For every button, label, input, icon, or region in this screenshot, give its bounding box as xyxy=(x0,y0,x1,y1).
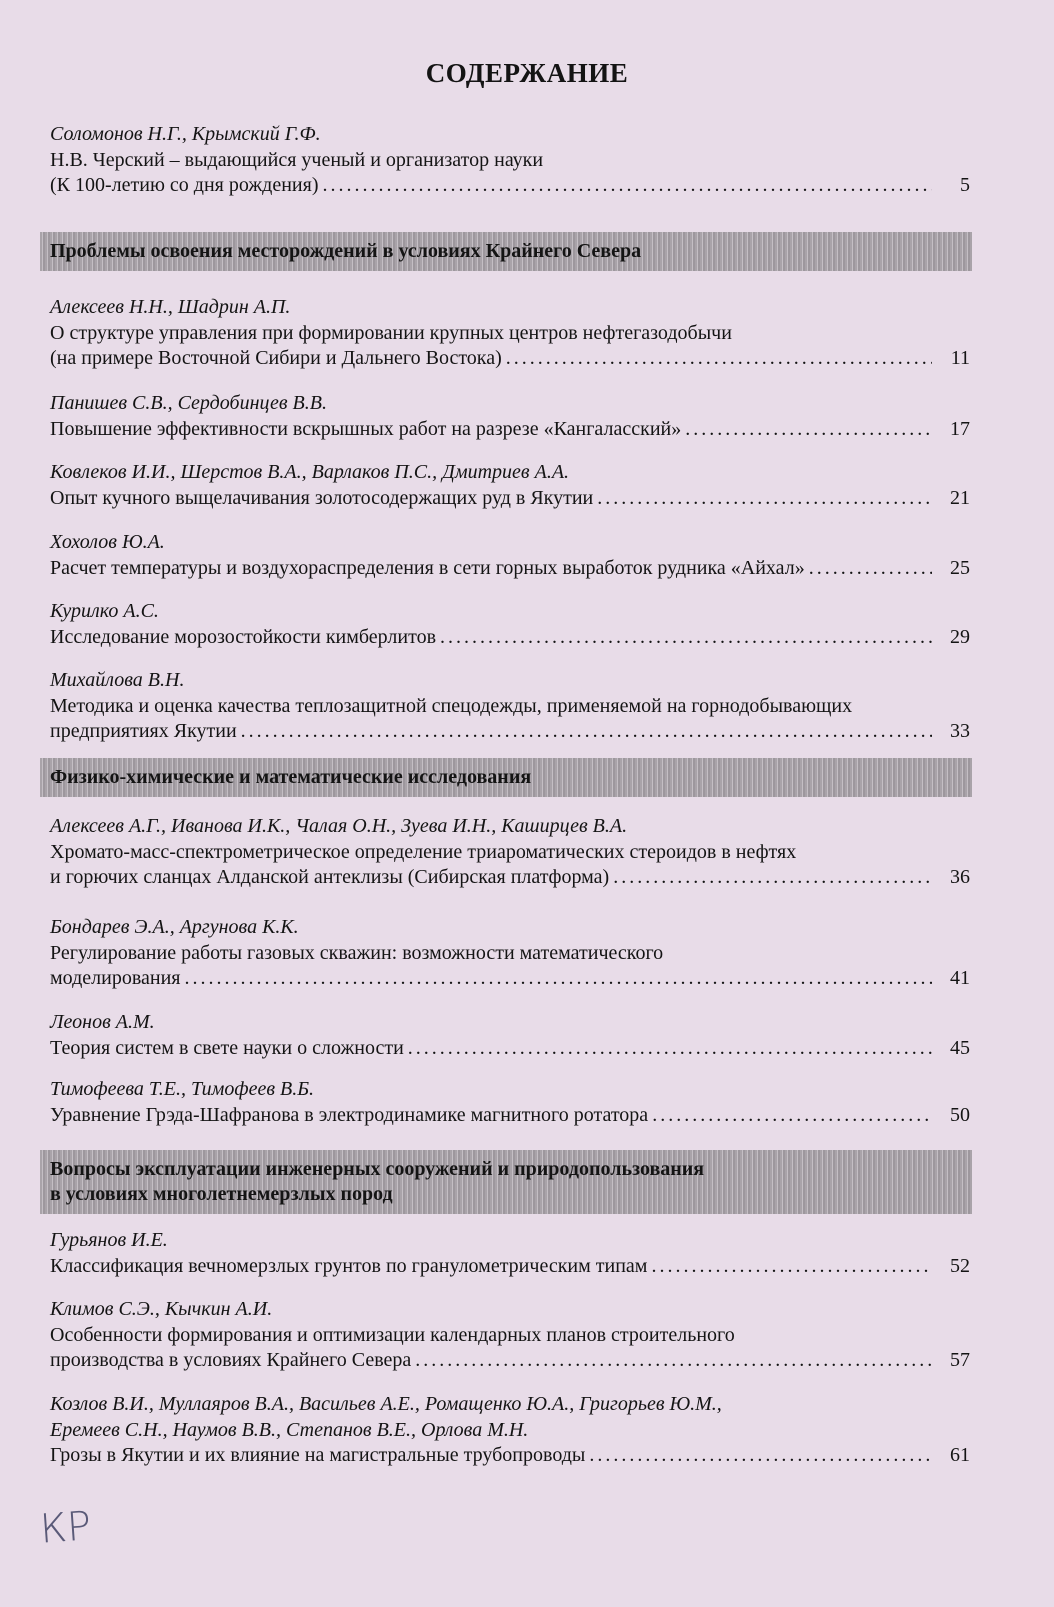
entry-authors: Климов С.Э., Кычкин А.И. xyxy=(50,1298,273,1320)
entry-authors: Курилко А.С. xyxy=(50,600,159,622)
section-heading-line: Проблемы освоения месторождений в условиях Крайнего Севера xyxy=(50,240,642,262)
entry-title-line xyxy=(50,625,970,651)
entry-title: О структуре управления при формировании крупных центров нефтегазодобычи xyxy=(50,321,732,344)
page-number: 25 xyxy=(950,556,970,579)
section-heading xyxy=(40,758,972,797)
entry-title: Н.В. Черский – выдающийся ученый и организатор науки xyxy=(50,148,544,171)
page-number: 57 xyxy=(950,1349,970,1371)
dot-leader xyxy=(440,625,932,651)
entry-title: Классификация вечномерзлых грунтов по гранулометрическим типам xyxy=(50,1254,648,1277)
toc-entry xyxy=(50,1010,970,1061)
dot-leader xyxy=(613,865,932,891)
toc-entry xyxy=(50,530,970,581)
toc-entry xyxy=(50,391,970,442)
dot-leader xyxy=(323,173,933,199)
entry-title: Исследование морозостойкости кимберлитов xyxy=(50,625,437,648)
entry-title-line xyxy=(50,1323,970,1349)
entry-authors: Михайлова В.Н. xyxy=(50,669,185,691)
section-heading-line: Вопросы эксплуатации инженерных сооружений и природопользования xyxy=(50,1158,705,1180)
entry-title-line xyxy=(50,941,970,967)
page-number: 17 xyxy=(950,417,970,440)
entry-authors: Соломонов Н.Г., Крымский Г.Ф. xyxy=(50,123,321,145)
section-heading xyxy=(40,1150,972,1214)
entry-title: (К 100-летию со дня рождения) xyxy=(50,174,319,196)
toc-entry xyxy=(50,814,970,891)
toc-entry xyxy=(50,1392,970,1469)
entry-title: Теория систем в свете науки о сложности xyxy=(50,1036,404,1059)
toc-entry xyxy=(50,1228,970,1279)
entry-title-line xyxy=(50,173,970,199)
dot-leader xyxy=(809,556,932,582)
dot-leader xyxy=(415,1348,932,1374)
entry-title: Регулирование работы газовых скважин: возможности математического xyxy=(50,941,664,964)
entry-authors: Гурьянов И.Е. xyxy=(50,1229,168,1251)
entry-title: (на примере Восточной Сибири и Дальнего Востока) xyxy=(50,347,502,369)
entry-title-line xyxy=(50,719,970,745)
entry-authors: Алексеев Н.Н., Шадрин А.П. xyxy=(50,296,291,318)
dot-leader xyxy=(589,1443,932,1469)
page-number: 5 xyxy=(960,174,970,196)
dot-leader xyxy=(651,1254,932,1280)
entry-authors: Козлов В.И., Муллаяров В.А., Васильев А.Е., Ромащенко Ю.А., Григорьев Ю.М., xyxy=(50,1393,722,1415)
section-heading-line: в условиях многолетнемерзлых пород xyxy=(50,1183,393,1205)
toc-entry xyxy=(50,1297,970,1374)
dot-leader xyxy=(685,417,932,443)
page-number: 21 xyxy=(950,486,970,509)
toc-entry xyxy=(50,122,970,199)
entry-title-line xyxy=(50,417,970,443)
entry-title-line xyxy=(50,1103,970,1129)
dot-leader xyxy=(652,1103,932,1129)
toc-entry xyxy=(50,599,970,650)
entry-title-line xyxy=(50,840,970,866)
entry-title: производства в условиях Крайнего Севера xyxy=(50,1349,412,1371)
entry-title-line xyxy=(50,1443,970,1469)
page-title: СОДЕРЖАНИЕ xyxy=(425,58,629,88)
page-number: 11 xyxy=(950,347,970,369)
page-number: 29 xyxy=(950,625,970,648)
page-number: 45 xyxy=(950,1036,970,1059)
entry-authors: Хохолов Ю.А. xyxy=(50,531,165,553)
section-heading-line: Физико-химические и математические исследования xyxy=(50,766,532,788)
entry-title: моделирования xyxy=(50,967,181,989)
toc-entry xyxy=(50,460,970,511)
page-number: 41 xyxy=(950,967,970,989)
entry-title-line xyxy=(50,346,970,372)
entry-title: Методика и оценка качества теплозащитной спецодежды, применяемой на горнодобывающих xyxy=(50,694,853,717)
entry-title-line xyxy=(50,486,970,512)
toc-entry xyxy=(50,295,970,372)
entry-title-line xyxy=(50,694,970,720)
entry-title-line xyxy=(50,865,970,891)
entry-title-line xyxy=(50,556,970,582)
dot-leader xyxy=(597,486,932,512)
dot-leader xyxy=(241,719,932,745)
entry-title: Повышение эффективности вскрышных работ на разрезе «Кангаласский» xyxy=(50,417,682,440)
toc-entry xyxy=(50,668,970,745)
entry-title-line xyxy=(50,1348,970,1374)
entry-authors: Панишев С.В., Сердобинцев В.В. xyxy=(50,392,327,414)
entry-authors: Леонов А.М. xyxy=(50,1011,155,1033)
page-number: 61 xyxy=(950,1444,970,1466)
entry-title-line xyxy=(50,321,970,347)
page-number: 33 xyxy=(950,720,970,742)
dot-leader xyxy=(184,966,932,992)
toc-entry xyxy=(50,915,970,992)
page-number: 52 xyxy=(950,1254,970,1277)
dot-leader xyxy=(408,1036,932,1062)
toc-entry xyxy=(50,1077,970,1128)
entry-authors: Тимофеева Т.Е., Тимофеев В.Б. xyxy=(50,1078,315,1100)
entry-title: Грозы в Якутии и их влияние на магистральные трубопроводы xyxy=(50,1444,586,1466)
entry-title: предприятиях Якутии xyxy=(50,720,237,742)
entry-title-line xyxy=(50,1036,970,1062)
entry-title: Уравнение Грэда-Шафранова в электродинамике магнитного ротатора xyxy=(50,1103,649,1126)
entry-title: Опыт кучного выщелачивания золотосодержащих руд в Якутии xyxy=(50,486,594,509)
entry-authors: Ковлеков И.И., Шерстов В.А., Варлаков П.С., Дмитриев А.А. xyxy=(50,461,570,483)
handwritten-mark: КР xyxy=(38,1503,93,1553)
section-heading xyxy=(40,232,972,271)
entry-title: и горючих сланцах Алданской антеклизы (Сибирская платформа) xyxy=(50,866,610,888)
entry-title-line xyxy=(50,1254,970,1280)
entry-title: Расчет температуры и воздухораспределения в сети горных выработок рудника «Айхал» xyxy=(50,556,805,579)
entry-title: Особенности формирования и оптимизации календарных планов строительного xyxy=(50,1323,735,1346)
page-number: 50 xyxy=(950,1103,970,1126)
dot-leader xyxy=(506,346,932,372)
entry-title-line xyxy=(50,148,970,174)
entry-authors: Еремеев С.Н., Наумов В.В., Степанов В.Е., Орлова М.Н. xyxy=(50,1418,529,1441)
page-number: 36 xyxy=(950,866,970,888)
entry-authors: Алексеев А.Г., Иванова И.К., Чалая О.Н., Зуева И.Н., Каширцев В.А. xyxy=(50,815,628,837)
entry-title: Хромато-масс-спектрометрическое определение триароматических стероидов в нефтях xyxy=(50,840,797,863)
entry-authors: Бондарев Э.А., Аргунова К.К. xyxy=(50,916,299,938)
entry-title-line xyxy=(50,966,970,992)
